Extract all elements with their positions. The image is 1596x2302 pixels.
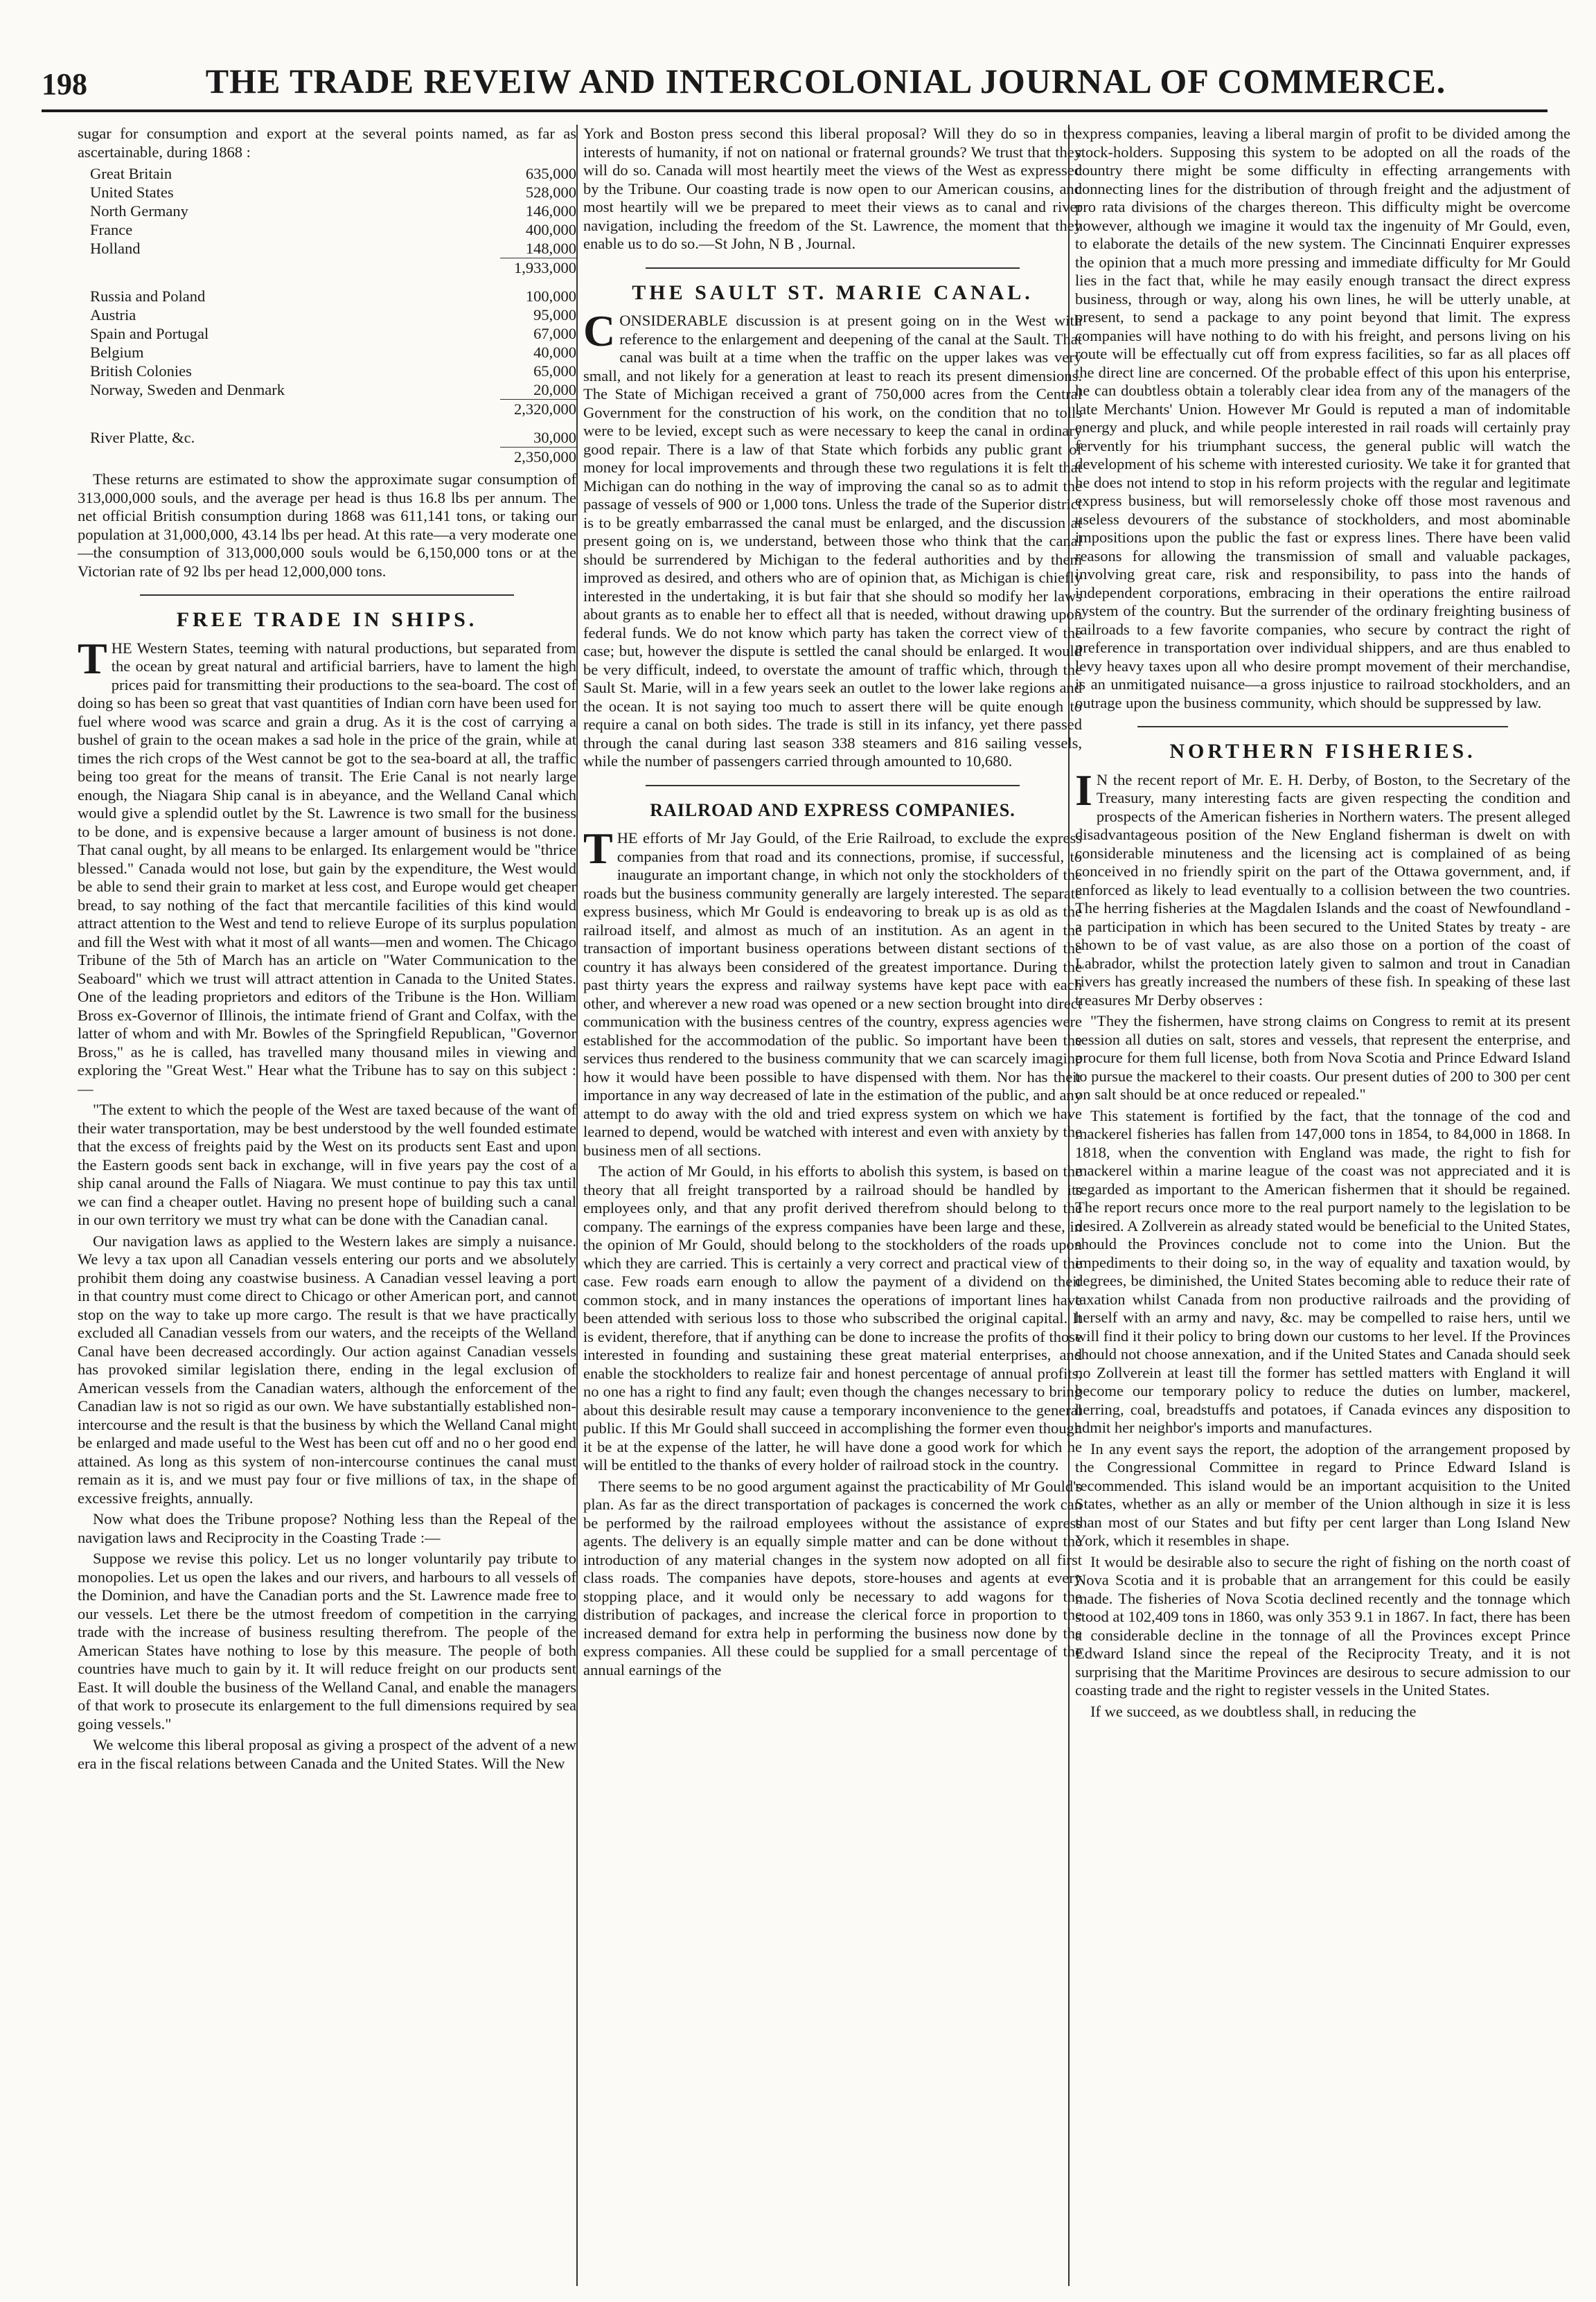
sugar-table: [78, 164, 576, 466]
paragraph: It would be desirable also to secure the right of fishing on the north coast of Nova Scotia and it is probable that an arrangement for this could be easily made. The fisheries of Nova Scotia declined recently and the tonnage which stood at 102,409 tons in 1860, was only 353 9.1 in 1867. In fact, there has been a considerable decline in the tonnage of all the Provinces except Prince Edward Island since the repeal of the Reciprocity Treaty, and it is not surprising that the Maritime Provinces are desirous to secure admission to our coasting trade and the right to register vessels in the United States.: [1075, 1552, 1570, 1699]
paragraph-text: HE efforts of Mr Jay Gould, of the Erie Railroad, to exclude the express companies from that road and its connections, promise, if successful, to inaugurate an important change, in which not only the stockholders of the roads but the business community generally are largely interested. The separate express business, which Mr Gould is endeavoring to break up is as old as the railroad itself, and almost as much of an institution. As an agent in the transaction of important business operations between distant sections of the country it has always been considered of the greatest importance. During the past thirty years the express and railway systems have kept pace with each other, and wherever a new road was opened or a new section brought into direct communication with the business centres of the country, express agencies were established for the accommodation of the public. So important have been the services thus rendered to the business community that we can scarcely imagine how it would have been possible to have dispensed with them. Nor has their importance in any way decreased of late in the estimation of the public, and any attempt to do away with the old and tried express system on which we have learned to depend, would be watched with interest and even with anxiety by the business men of all sections.: [583, 829, 1082, 1159]
section-rule: [1137, 726, 1508, 727]
country-cell: United States: [90, 184, 174, 201]
table-row: [78, 428, 576, 448]
table-row: [78, 183, 576, 202]
tons-cell: 95,000: [533, 306, 576, 324]
table-row: [78, 324, 576, 343]
table-row: [78, 164, 576, 183]
paragraph: The action of Mr Gould, in his efforts to abolish this system, is based on the theory that all freight transported by a railroad should be handled by its employees only, and that any profit derived therefrom should belong to the company. The earnings of the express companies have been large and these, in the opinion of Mr Gould, should belong to the stockholders of the roads upon which they are carried. This is certainly a very correct and practical view of the case. Few roads earn enough to allow the payment of a dividend on their common stock, and in many instances the operations of important lines have been attended with serious loss to those who subscribed the original capital. It is evident, therefore, that if anything can be done to increase the profits of those interested in founding and sustaining these great material enterprises, and enable the stockholders to realize fair and honest percentage of annual profits, no one has a right to find any fault; even though the changes necessary to bring about this desirable result may cause a temporary inconvenience to the general public. If this Mr Gould shall succeed in accomplishing the former even though it be at the expense of the latter, he will have done a good work for which he will be entitled to the thanks of every holder of railroad stock in the country.: [583, 1162, 1082, 1473]
paragraph: We welcome this liberal proposal as giving a prospect of the advent of a new era in the fiscal relations between Canada and the United States. Will the New: [78, 1736, 576, 1772]
subtotal-cell: 2,320,000: [500, 400, 576, 419]
column-rule: [576, 125, 578, 2286]
tons-cell: 528,000: [525, 184, 576, 201]
table-row: [78, 239, 576, 258]
paragraph: [583, 306, 1082, 771]
country-cell: British Colonies: [90, 362, 192, 380]
country-cell: Holland: [90, 240, 141, 258]
table-row: [78, 287, 576, 306]
paragraph: York and Boston press second this liberal proposal? Will they do so in the interests of humanity, if not on national or fraternal grounds? We trust that they will do so. Canada will most heartily meet the views of the West as expressed by the Tribune. Our coasting trade is now open to our American cousins, and most heartily will we be prepared to meet their views as to canal and river navigation, including the freedom of the St. Lawrence, the moment that they enable us to do so.—St John, N B , Journal.: [583, 125, 1082, 252]
paragraph: Suppose we revise this policy. Let us no longer voluntarily pay tribute to monopolies. Let us open the lakes and our rivers, and harbours to all vessels of the Dominion, and have the Canadian ports and the St. Lawrence made free to our vessels. Let there be the utmost freedom of competition in the carrying trade with the increase of business resulting therefrom. The people of the American States have nothing to lose by this measure. The people of both countries have much to gain by it. It will reduce freight on our products sent East. It will double the business of the Welland Canal, and enable the managers of that work to prosecute its enlargement to the full dimensions required by sea going vessels.": [78, 1550, 576, 1733]
table-row: [78, 343, 576, 362]
paragraph-text: HE Western States, teeming with natural productions, but separated from the ocean by great natural and artificial barriers, have to lament the high prices paid for transmitting their productions to the sea-board. The cost of doing so has been so great that vast quantities of Indian corn have been used for fuel where wood was scarce and grain a drug. As it is the cost of carrying a bushel of grain to the ocean makes a sad hole in the price of the grain, while at times the rich crops of the West cannot be got to the sea-board at all, the traffic being too great for the means of transit. The Erie Canal is not nearly large enough, the Niagara Ship canal is in abeyance, and the Welland Canal which would give a splendid outlet by the St. Lawrence is two small for the business to be done, and is expensive because a larger amount of business is not done. That canal ought, by all means to be enlarged. Its enlargement would be "thrice blessed." Canada would not lose, but gain by the expenditure, the West would be able to send their grain to market at less cost, and Europe would get cheaper bread, to say nothing of the fact that mercantile facilities of this kind would attract attention to the West and tend to relieve Europe of its surplus population and fill the West with what it most of all wants—men and women. The Chicago Tribune of the 5th of March has an article on "Water Communication to the Seaboard" which we trust will attract attention in Canada to the United States. One of the leading proprietors and editors of the Tribune is the Hon. William Bross ex-Governor of Illinois, the intimate friend of Grant and Colfax, with the latter of whom and with Mr. Bowles of the Springfield Republican, "Governor Bross," as he is called, has travelled many thousand miles in viewing and exploring the "Great West." Hear what the Tribune has to say on this subject :—: [78, 639, 576, 1097]
country-cell: Great Britain: [90, 165, 172, 182]
grand-total-row: [78, 448, 576, 467]
paragraph: If we succeed, as we doubtless shall, in reducing the: [1090, 1702, 1417, 1720]
column-2: [583, 125, 1082, 2272]
section-rule: [646, 267, 1020, 269]
country-cell: Spain and Portugal: [90, 325, 209, 342]
subtotal-row: [78, 400, 576, 419]
paragraph: "The extent to which the people of the West are taxed because of the want of their water transportation, may be best understood by the well founded estimate that the excess of freights paid by the West on its products sent East and upon the Eastern goods sent back in exchange, will in five years pay the cost of a ship canal around the Falls of Niagara. We must continue to pay this tax until we can find a cheaper outlet. Having no present hope of building such a canal in our own territory we must try what can be done with the Canadian canal.: [78, 1101, 576, 1228]
subtotal-cell: 1,933,000: [500, 258, 576, 278]
subtotal-row: [78, 258, 576, 278]
paragraph: [1075, 765, 1570, 1010]
paragraph: Our navigation laws as applied to the Western lakes are simply a nuisance. We levy a tax upon all Canadian vessels entering our ports and we absolutely prohibit them doing any coastwise business. A Canadian vessel leaving a port in that country must come direct to Chicago or other American port, and cannot stop on the way to take up more cargo. The result is that we have practically excluded all Canadian vessels from our waters, and the receipts of the Welland Canal have been decreased accordingly. Our action against Canadian vessels has provoked similar legislation there, ending in the legal exclusion of American vessels from the Canadian waters, although the enforcement of the Canadian law is not so rigid as our own. We have substantially established non-intercourse and the result is that the business by which the Welland Canal might be enlarged and made useful to the West has been cut off and no o her good end attained. As long as this system of non-intercourse continues the canal must remain as it is, and we must pay four or five millions of tax, in the shape of excessive freights, annually.: [78, 1232, 576, 1507]
paragraph: In any event says the report, the adoption of the arrangement proposed by the Congressional Committee in regard to Prince Edward Island is recommended. This island would be an important acquisition to the United States, whether as an ally or member of the Union although in size it is less than most of our States and but fifty per cent larger than Long Island New York, which it resembles in shape.: [1075, 1440, 1570, 1549]
country-cell: North Germany: [90, 202, 188, 220]
tons-cell: 635,000: [525, 165, 576, 182]
country-cell: Austria: [90, 306, 136, 324]
paragraph: These returns are estimated to show the approximate sugar consumption of 313,000,000 souls, and the average per head is thus 16.8 lbs per annum. The net official British consumption during 1868 was 611,141 tons, or taking our population at 31,000,000, 43.14 lbs per head. At this rate—a very moderate one—the consumption of 313,000,000 souls would be 6,150,000 tons or at the Victorian rate of 92 lbs per head 12,000,000 tons.: [78, 470, 576, 580]
column-1: [78, 125, 576, 2272]
section-rule: [140, 594, 514, 596]
section-rule: [646, 785, 1020, 786]
tons-cell: 400,000: [525, 221, 576, 238]
tons-cell: 146,000: [525, 202, 576, 220]
tons-cell: 40,000: [533, 344, 576, 361]
country-cell: Belgium: [90, 344, 144, 361]
drop-cap: T: [78, 633, 107, 683]
drop-cap: T: [583, 824, 613, 873]
tons-cell: 65,000: [533, 362, 576, 380]
paragraph-text: N the recent report of Mr. E. H. Derby, of Boston, to the Secretary of the Treasury, many interesting facts are given respecting the condition and prospects of the American fisheries in Northern waters. The present alleged disadvantageous position of the New England fisherman is dwelt on with considerable minuteness and the licensing act is complained of as being conceived in no friendly spirit on the part of the Ottawa government, and, if enforced as likely to lead eventually to a collision between the two countries. The herring fisheries at the Magdalen Islands and the coast of Newfoundland - a participation in which has been secured to the United States by treaty - are shown to be of vast value, as are also those on a portion of the coast of Labrador, whilst the protection lately given to salmon and trout in Canadian rivers has greatly increased the numbers of these fish. In speaking of these last treasures Mr Derby observes :: [1075, 770, 1570, 1009]
table-row: [78, 220, 576, 239]
country-cell: Norway, Sweden and Denmark: [90, 381, 285, 399]
page-number: 198: [42, 67, 87, 101]
paragraph: [583, 824, 1082, 1160]
paragraph: This statement is fortified by the fact, that the tonnage of the cod and mackerel fisheries has fallen from 147,000 tons in 1854, to 84,000 in 1868. In 1818, when the convention with England was made, the right to fish for mackerel within a marine league of the coast was not appreciated and it is regarded as important to the American fishermen that it should be regained. The report recurs once more to the real purport namely to the legislation to be desired. A Zollverein as already stated would be beneficial to the United States, should the Provinces conclude not to come into the Union. But the impediments to their doing so, in the way of equality and taxation would, by degrees, be diminished, the United States becoming able to reduce their rate of taxation whilst Canada from non productive railroads and the providing of herself with an army and navy, &c. may be compelled to raise hers, until we will find it their policy to bring down our customs to her level. If the Provinces should not choose annexation, and if the United States and Canada should seek no Zollverein at least till the former has settled matters with England it will become our temporary policy to reduce the duties on lumber, mackerel, herring, coal, breadstuffs and potatoes, if Canada evinces any disposition to admit her neighbor's imports and manufactures.: [1075, 1106, 1570, 1436]
headline-railroad: RAILROAD AND EXPRESS COMPANIES.: [650, 799, 1016, 820]
table-row: [78, 380, 576, 400]
running-title: THE TRADE REVEIW AND INTERCOLONIAL JOURNAL OF COMMERCE.: [205, 62, 1446, 100]
table-row: [78, 362, 576, 380]
drop-cap: I: [1075, 765, 1092, 815]
tons-cell: 148,000: [525, 240, 576, 257]
tons-cell: 100,000: [525, 287, 576, 305]
tons-cell: 20,000: [533, 381, 576, 398]
country-cell: River Platte, &c.: [90, 429, 195, 447]
grand-total-cell: 2,350,000: [500, 448, 576, 467]
headline-northern-fisheries: NORTHERN FISHERIES.: [1169, 740, 1476, 763]
table-row: [78, 202, 576, 220]
headline-free-trade: FREE TRADE IN SHIPS.: [176, 608, 478, 631]
country-cell: Russia and Poland: [90, 287, 206, 305]
paragraph: There seems to be no good argument against the practicability of Mr Gould's plan. As far as the direct transportation of packages is concerned the work can be performed by the railroad employees without the assistance of express agents. The delivery is an equally simple matter and can be done without the introduction of any material changes in the system now adopted on all first class roads. The companies have depots, store-houses and agents at every stopping place, and it would only be necessary to add wagons for the distribution of packages, and increase the clerical force in proportion to the increased demand for extra help in performing the business now done by the express companies. All these could be supplied for a small percentage of the annual earnings of the: [583, 1477, 1082, 1679]
paragraph-text: ONSIDERABLE discussion is at present going on in the West with reference to the enlargement and deepening of the canal at the Sault. That canal was built at a time when the traffic on the upper lakes was very small, and not likely for a generation at least to reach its present dimensions. The State of Michigan received a grant of 750,000 acres from the Central Government for the construction of his work, on the condition that no tolls were to be levied, except such as were necessary to keep the canal in ordinary good repair. There is a law of that State which forbids any public grant of money for local improvements and through these two regulations it is felt that Michigan can do nothing in the way of improving the canal so as to admit the passage of vessels of 900 or 1,000 tons. Unless the trade of the Superior district is to be greatly embarrassed the canal must be enlarged, and the discussion at present going on is, we understand, between those who think that the canal should be surrendered by Michigan to the federal authorities and by them improved as desired, and others who are of opinion that, as Michigan is chiefly interested in the undertaking, it is but fair that she should so modify her laws about grants as to enable her to effect all that is needed, without drawing upon federal funds. We do not know which party has taken the correct view of the case; but, however the dispute is settled the canal should be enlarged. It would be very difficult, indeed, to overstate the amount of traffic which, through the Sault St. Marie, will in a few years seek an outlet to the lower lake regions and the ocean. It is not saying too much to assert there will be quite enough to require a canal on both sides. The trade is still in its infancy, yet there passed through the canal during last season 338 steamers and 816 sailing vessels, while the number of passengers carried through amounted to 10,680.: [583, 312, 1082, 770]
drop-cap: C: [583, 306, 616, 355]
tons-cell: 30,000: [533, 429, 576, 446]
headline-sault-canal: THE SAULT ST. MARIE CANAL.: [632, 281, 1034, 304]
tons-cell: 67,000: [533, 325, 576, 342]
country-cell: France: [90, 221, 133, 238]
paragraph: express companies, leaving a liberal margin of profit to be divided among the stock-holders. Supposing this system to be adopted on all the roads of the country there might be some difficulty in effecting arrangements with connecting lines for the distribution of through freight and the adjustment of pro rata divisions of the charges thereon. This difficulty might be overcome however, although we imagine it would tax the ingenuity of Mr Gould, even, to elaborate the details of the new system. The Cincinnati Enquirer expresses the opinion that a much more pressing and immediate difficulty for Mr Gould lies in the fact that, while he may easily enough transact the direct express business, through or way, along his own lines, he will be utterly unable, at present, to send a package to any point beyond that limit. The express companies will have nothing to do with his freight, and persons living on his route will be effectually cut off from express facilities, so far as all places off the direct line are concerned. Of the probable effect of this upon his enterprise, he can doubtless obtain a tolerably clear idea from any of the managers of the late Merchants' Union. However Mr Gould is reputed a man of indomitable energy and pluck, and while people interested in rail roads will certainly pray fervently for his triumphant success, the general public will watch the development of his scheme with interested curiosity. We take it for granted that he does not intend to stop in his reform projects with the regular and legitimate express business, but will remorselessly choke off those most ravenous and useless devourers of the substance of stockholders, and most abominable impositions upon the public the fast or express lines. There have been valid reasons for allowing the transmission of small and valuable packages, involving great care, risk and responsibility, to pass into the hands of independent corporations, embracing in their operations the entire railroad system of the country. But the surrender of the ordinary freighting business of railroads to a few favorite companies, who secure by contract the right of preference in transportation over individual shippers, and are thus enabled to levy heavy taxes upon all who desire prompt movement of their merchandise, is an unmitigated nuisance—a gross injustice to railroad stockholders, and an outrage upon the business community, which should be suppressed by law.: [1075, 125, 1570, 711]
paragraph: [78, 633, 576, 1099]
paragraph: Now what does the Tribune propose? Nothing less than the Repeal of the navigation laws and Reciprocity in the Coasting Trade :—: [78, 1510, 576, 1546]
column-3: [1075, 125, 1570, 2272]
paragraph: "They the fishermen, have strong claims on Congress to remit at its present session all duties on salt, stores and vessels, that represent the enterprise, and procure for them full license, both from Nova Scotia and Prince Edward Island to pursue the mackerel to their coasts. Our present duties of 200 to 300 per cent on salt should be at once reduced or repealed.": [1075, 1012, 1570, 1103]
sugar-intro: sugar for consumption and export at the several points named, as far as ascertainable, during 1868 :: [78, 125, 576, 161]
table-row: [78, 306, 576, 324]
